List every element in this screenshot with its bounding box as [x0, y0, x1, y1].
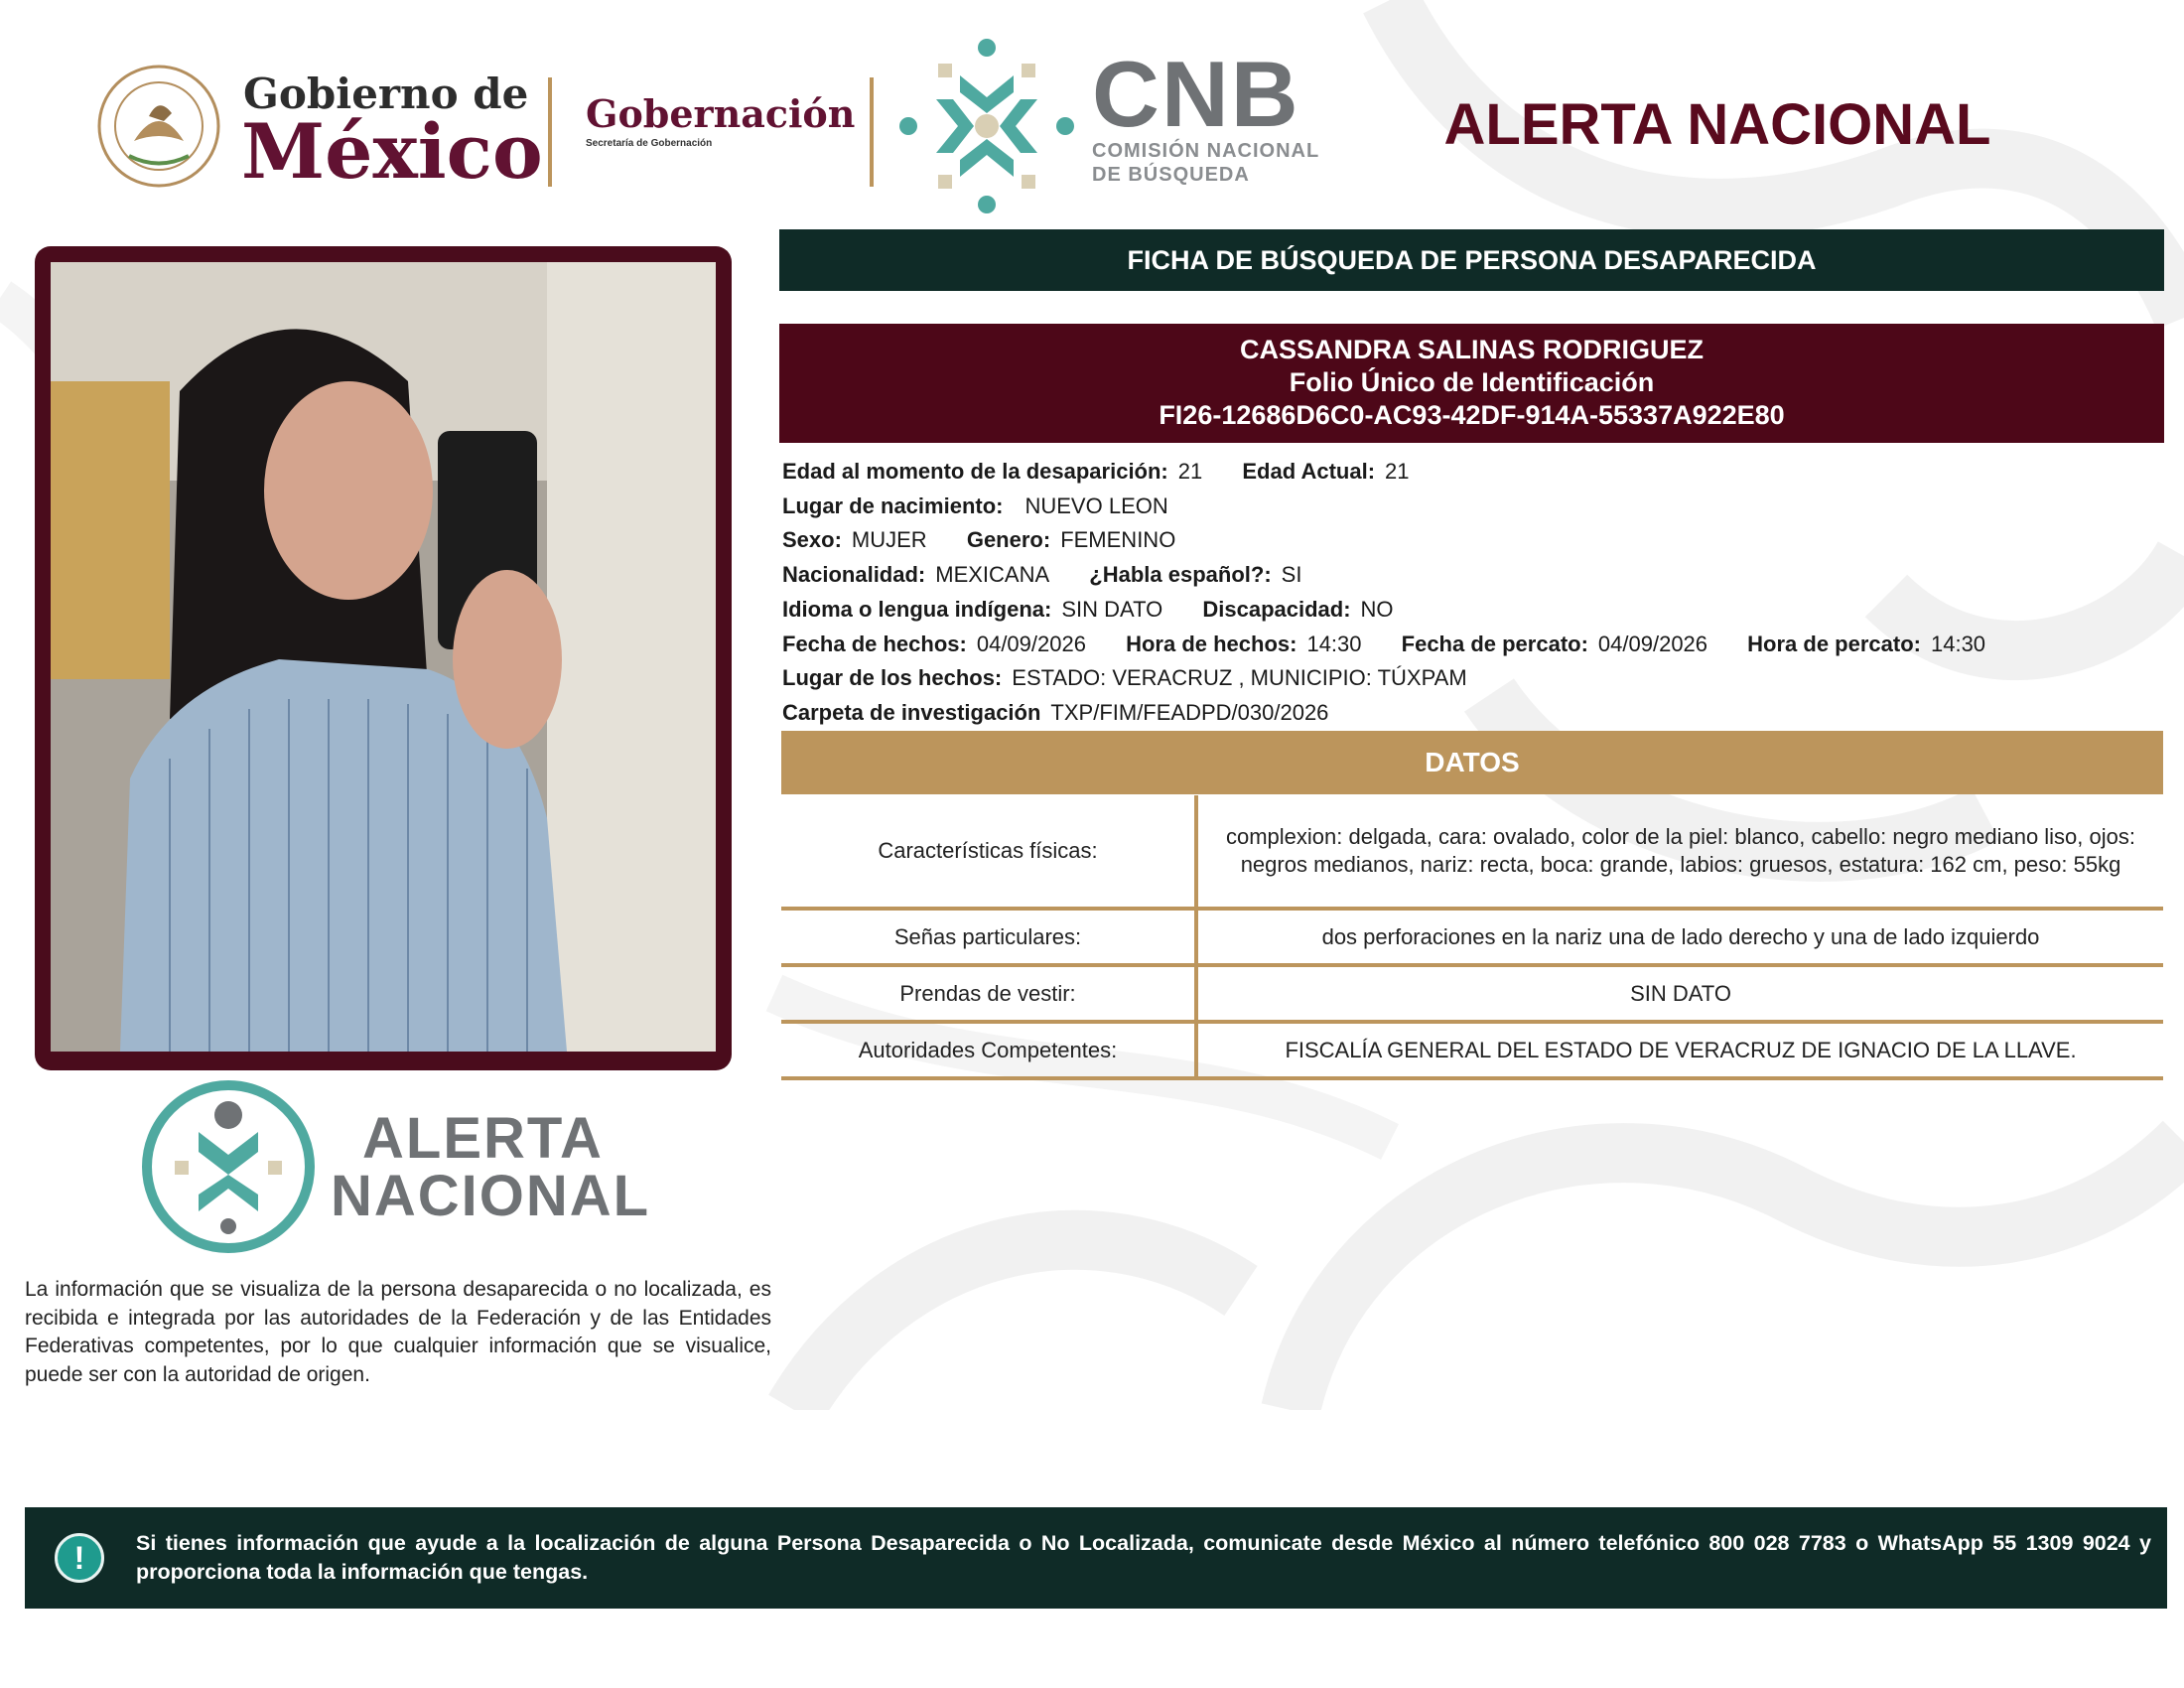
habla-label: ¿Habla español?:	[1089, 562, 1272, 588]
datos-label: Características físicas:	[781, 795, 1196, 909]
table-row	[781, 909, 2163, 965]
header-divider	[870, 77, 874, 187]
hora-hechos-value: 14:30	[1306, 631, 1362, 656]
national-seal-icon	[94, 62, 223, 191]
idioma-label: Idioma o lengua indígena:	[782, 596, 1052, 622]
hora-percato-label: Hora de percato:	[1747, 631, 1921, 656]
genero-value: FEMENINO	[1060, 527, 1176, 553]
info-row-carpeta	[782, 696, 2162, 731]
info-row-nacionalidad	[782, 558, 2162, 593]
genero-label: Genero:	[966, 527, 1051, 553]
table-row	[781, 1022, 2163, 1078]
gobernacion-sub-label: Secretaría de Gobernación	[586, 138, 713, 149]
hora-hechos-label: Hora de hechos:	[1126, 631, 1297, 656]
datos-value: complexion: delgada, cara: ovalado, color de la piel: blanco, cabello: negro mediano liso, ojos: negros medianos, nariz: recta, boca: grande, labios: gruesos, estatura: 162 cm, peso: 55kg	[1196, 795, 2163, 909]
folio-label: Folio Único de Identificación	[1289, 367, 1655, 397]
gobernacion-label: Gobernación	[586, 91, 856, 136]
gobernacion-logo	[586, 91, 855, 149]
datos-value: FISCALÍA GENERAL DEL ESTADO DE VERACRUZ DE IGNACIO DE LA LLAVE.	[1196, 1022, 2163, 1078]
info-row-sexo	[782, 523, 2162, 558]
disclaimer-text: La información que se visualiza de la persona desaparecida o no localizada, es recibida e integrada por las autoridades de la Federación y de las Entidades Federativas competentes, por lo que cualquier información que se visualice, puede ser con la autoridad de origen.	[25, 1278, 771, 1386]
hora-percato-value: 14:30	[1930, 631, 1986, 656]
nacimiento-value: NUEVO LEON	[1024, 492, 1168, 518]
info-row-lugar	[782, 661, 2162, 696]
ficha-title-bar: FICHA DE BÚSQUEDA DE PERSONA DESAPARECIDA	[779, 229, 2164, 291]
mexico-label: México	[241, 107, 543, 196]
lugar-label: Lugar de los hechos:	[782, 665, 1003, 691]
edad-desaparicion-label: Edad al momento de la desaparición:	[782, 459, 1168, 484]
sexo-value: MUJER	[851, 527, 927, 553]
datos-label: Prendas de vestir:	[781, 965, 1196, 1022]
idioma-value: SIN DATO	[1061, 596, 1163, 622]
header-divider	[548, 77, 552, 187]
datos-label: Autoridades Competentes:	[781, 1022, 1196, 1078]
person-name: CASSANDRA SALINAS RODRIGUEZ	[1239, 335, 1704, 364]
cnb-logo-text	[1092, 42, 1320, 187]
person-photo-image	[51, 262, 716, 1052]
gobierno-de-mexico-logo	[94, 62, 551, 196]
sexo-label: Sexo:	[782, 527, 842, 553]
fecha-hechos-label: Fecha de hechos:	[782, 631, 967, 656]
edad-actual-value: 21	[1385, 459, 1410, 484]
discapacidad-value: NO	[1360, 596, 1394, 622]
lugar-value: ESTADO: VERACRUZ , MUNICIPIO: TÚXPAM	[1012, 665, 1467, 691]
table-row	[781, 795, 2163, 909]
carpeta-value: TXP/FIM/FEADPD/030/2026	[1050, 699, 1329, 725]
gobierno-de-label: Gobierno de	[243, 70, 529, 118]
datos-label: Señas particulares:	[781, 909, 1196, 965]
edad-desaparicion-value: 21	[1177, 459, 1203, 484]
edad-actual-label: Edad Actual:	[1242, 459, 1376, 484]
footer-message: Si tienes información que ayude a la localización de alguna Persona Desaparecida o No Localizada, comunicate desde México al número telefónico 800 028 7783 o WhatsApp 55 1309 9024 y proporciona toda la información que tengas.	[136, 1531, 2151, 1584]
info-row-fechas	[782, 628, 2162, 662]
cnb-emblem-icon	[898, 38, 1075, 214]
fecha-percato-value: 04/09/2026	[1597, 631, 1708, 656]
exclamation-icon: !	[55, 1533, 104, 1583]
folio-value: FI26-12686D6C0-AC93-42DF-914A-55337A922E80	[1159, 400, 1785, 430]
info-row-idioma	[782, 593, 2162, 628]
alerta-nacional-emblem-icon	[139, 1077, 318, 1256]
discapacidad-label: Discapacidad:	[1202, 596, 1351, 622]
cnb-line2: DE BÚSQUEDA	[1092, 164, 1250, 186]
person-name-box	[779, 324, 2164, 443]
datos-header: DATOS	[781, 731, 2163, 794]
info-row-nacimiento	[782, 490, 2162, 524]
nacimiento-label: Lugar de nacimiento:	[782, 492, 1004, 518]
habla-value: SI	[1281, 562, 1302, 588]
page-title: ALERTA NACIONAL	[1443, 92, 1991, 157]
fecha-percato-label: Fecha de percato:	[1401, 631, 1588, 656]
alerta-logo-line1: ALERTA	[362, 1106, 604, 1171]
person-photo	[51, 262, 716, 1052]
cnb-abbr: CNB	[1092, 42, 1300, 146]
footer-contact-bar	[25, 1507, 2167, 1609]
datos-value: dos perforaciones en la nariz una de lado derecho y una de lado izquierdo	[1196, 909, 2163, 965]
nacionalidad-value: MEXICANA	[935, 562, 1050, 588]
datos-table	[781, 795, 2163, 1080]
nacionalidad-label: Nacionalidad:	[782, 562, 926, 588]
cnb-line1: COMISIÓN NACIONAL	[1092, 140, 1320, 162]
alerta-nacional-logo-text	[331, 1106, 651, 1228]
carpeta-label: Carpeta de investigación	[782, 699, 1041, 725]
person-info	[782, 455, 2162, 731]
info-row-edad	[782, 455, 2162, 490]
person-photo-frame	[35, 246, 732, 1070]
datos-value: SIN DATO	[1196, 965, 2163, 1022]
table-row	[781, 965, 2163, 1022]
alerta-logo-line2: NACIONAL	[331, 1164, 651, 1228]
fecha-hechos-value: 04/09/2026	[976, 631, 1086, 656]
